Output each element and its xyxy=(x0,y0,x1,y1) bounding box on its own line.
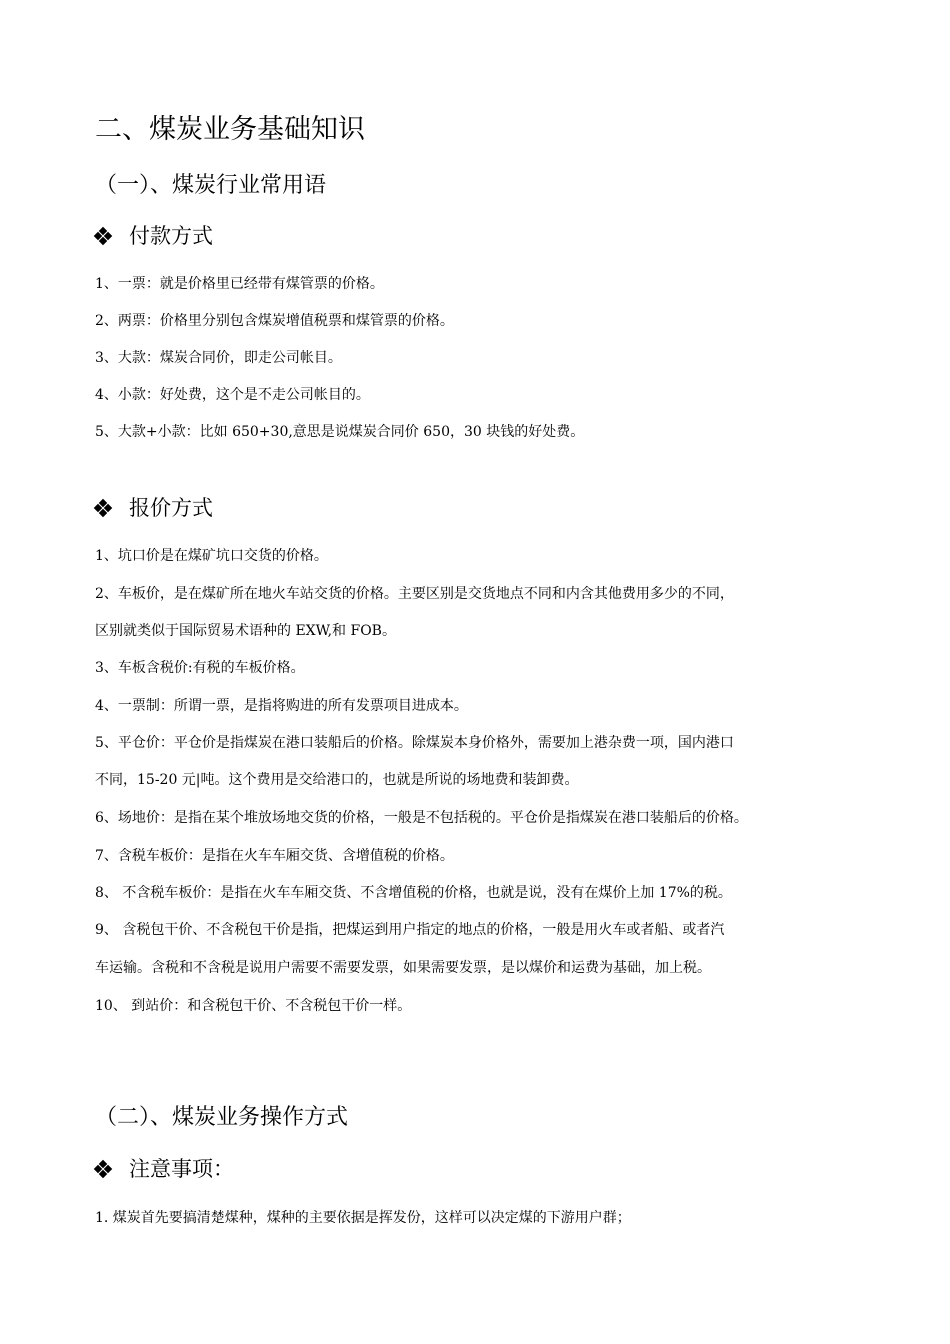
list-item: 1、一票：就是价格里已经带有煤管票的价格。 xyxy=(95,276,384,292)
list-item: 3、大款：煤炭合同价，即走公司帐目。 xyxy=(95,350,342,366)
list-item: 5、平仓价：平仓价是指煤炭在港口装船后的价格。除煤炭本身价格外，需要加上港杂费一项，国内港口 xyxy=(95,735,734,751)
subheading-label: 注意事项： xyxy=(129,1157,234,1181)
list-item: 2、两票：价格里分别包含煤炭增值税票和煤管票的价格。 xyxy=(95,313,454,329)
subheading-label: 付款方式 xyxy=(129,224,213,248)
list-item: 车运输。含税和不含税是说用户需要不需要发票，如果需要发票，是以煤价和运费为基础，加上税。 xyxy=(95,960,711,976)
section-heading-2: （二）、煤炭业务操作方式 xyxy=(95,1105,349,1130)
list-item: 8、 不含税车板价：是指在火车车厢交货、不含增值税的价格，也就是说，没有在煤价上加 17%的税。 xyxy=(95,885,732,901)
list-item: 10、 到站价：和含税包干价、不含税包干价一样。 xyxy=(95,998,412,1014)
list-item: 4、小款：好处费，这个是不走公司帐目的。 xyxy=(95,387,370,403)
diamond-bullet-icon xyxy=(95,500,111,516)
list-item: 1、坑口价是在煤矿坑口交货的价格。 xyxy=(95,548,328,564)
subheading-label: 报价方式 xyxy=(129,496,213,520)
list-item: 不同，15-20 元|吨。这个费用是交给港口的，也就是所说的场地费和装卸费。 xyxy=(95,772,579,788)
list-item: 1. 煤炭首先要搞清楚煤种，煤种的主要依据是挥发份，这样可以决定煤的下游用户群； xyxy=(95,1210,631,1226)
list-item: 7、含税车板价：是指在火车车厢交货、含增值税的价格。 xyxy=(95,848,454,864)
list-item: 3、车板含税价:有税的车板价格。 xyxy=(95,660,305,676)
diamond-bullet-icon xyxy=(95,228,111,244)
subheading-quote xyxy=(95,494,213,522)
section-heading-1: （一）、煤炭行业常用语 xyxy=(95,173,327,198)
list-item: 4、一票制：所谓一票，是指将购进的所有发票项目进成本。 xyxy=(95,698,468,714)
subheading-payment xyxy=(95,222,213,250)
list-item: 区别就类似于国际贸易术语种的 EXW,和 FOB。 xyxy=(95,623,396,639)
subheading-notes xyxy=(95,1155,234,1183)
diamond-bullet-icon xyxy=(95,1161,111,1177)
list-item: 6、场地价：是指在某个堆放场地交货的价格，一般是不包括税的。平仓价是指煤炭在港口装船后的价格。 xyxy=(95,810,748,826)
list-item: 2、车板价，是在煤矿所在地火车站交货的价格。主要区别是交货地点不同和内含其他费用多少的不同， xyxy=(95,586,734,602)
list-item: 9、 含税包干价、不含税包干价是指，把煤运到用户指定的地点的价格，一般是用火车或者船、或者汽 xyxy=(95,922,725,938)
list-item: 5、大款+小款：比如 650+30,意思是说煤炭合同价 650，30 块钱的好处费。 xyxy=(95,424,585,440)
page-title: 二、煤炭业务基础知识 xyxy=(95,114,365,145)
